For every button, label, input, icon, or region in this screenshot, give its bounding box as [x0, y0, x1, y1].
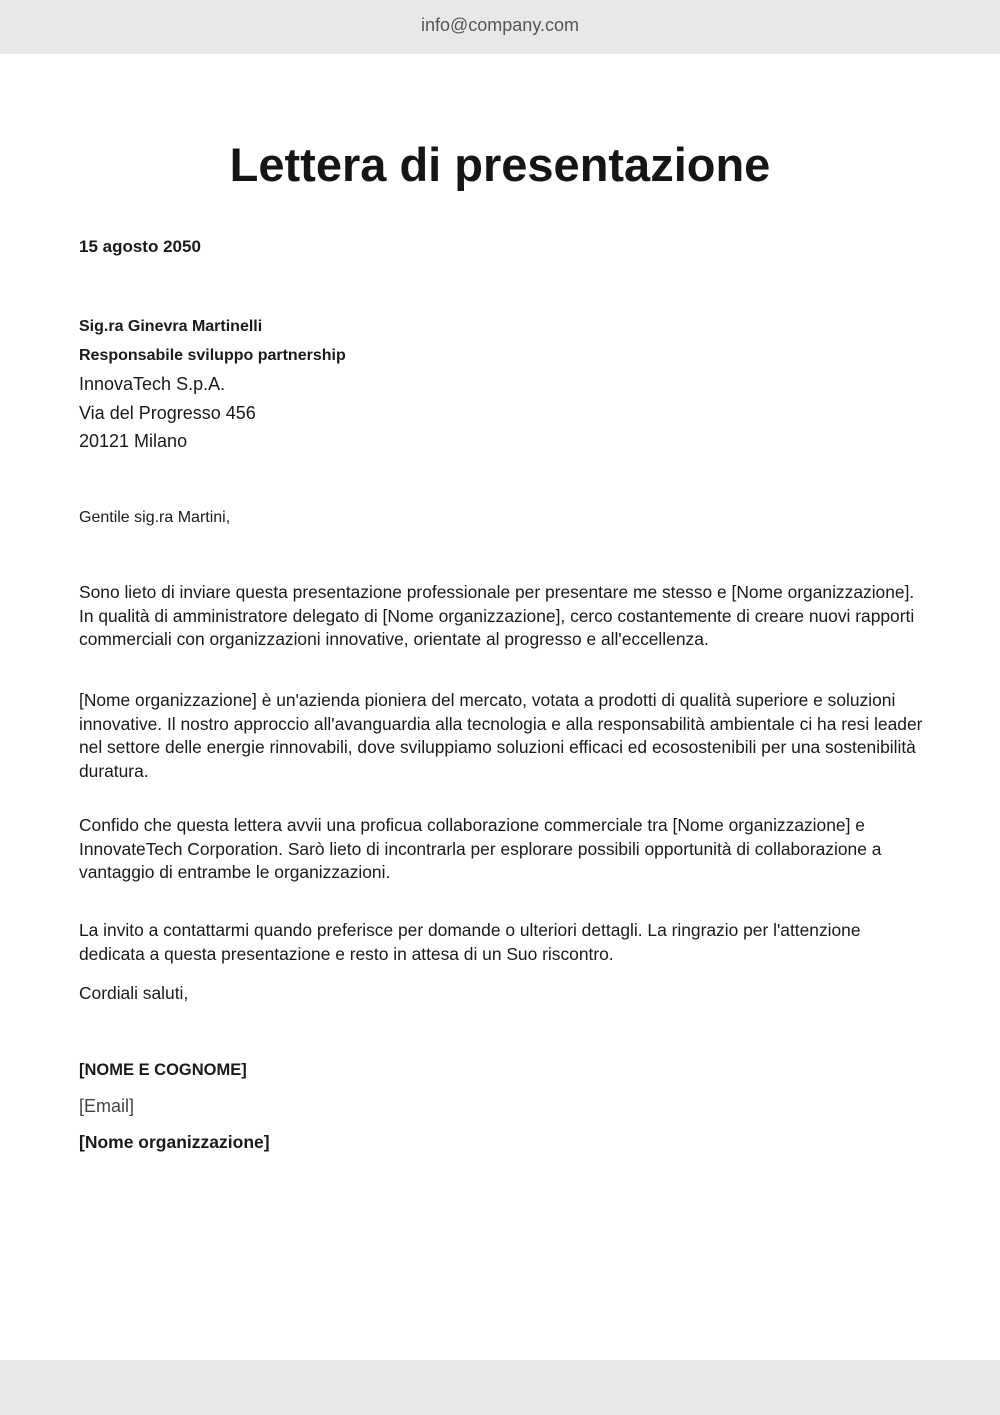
recipient-address: [79, 315, 346, 458]
body-paragraph: [Nome organizzazione] è un'azienda pioniera del mercato, votata a prodotti di qualità superiore e soluzioni innovative. Il nostro approccio all'avanguardia alla tecnologia e alla responsabilità ambientale ci ha resi leader nel settore delle energie rinnovabili, dove sviluppiamo soluzioni efficaci ed ecosostenibili per una sostenibilità duratura.: [79, 690, 923, 781]
letter-closing: Cordiali saluti,: [79, 983, 189, 1003]
body-paragraph: Sono lieto di inviare questa presentazione professionale per presentare me stesso e [Nome organizzazione]. In qualità di amministratore delegato di [Nome organizzazione], cerco costantemente di creare nuovi rapporti commerciali con organizzazioni innovative, orientate al progresso e all'eccellenza.: [79, 582, 915, 650]
letter-greeting: Gentile sig.ra Martini,: [79, 509, 231, 526]
body-paragraph: Confido che questa lettera avvii una proficua collaborazione commerciale tra [Nome organizzazione] e InnovateTech Corporation. Sarò lieto di incontrarla per esplorare possibili opportunità di collaborazione a vantaggio di entrambe le organizzazioni.: [79, 815, 882, 883]
recipient-street: Via del Progresso 456: [79, 402, 256, 423]
footer-bar: [0, 1360, 1000, 1415]
letter-date: 15 agosto 2050: [79, 237, 201, 256]
recipient-city: 20121 Milano: [79, 431, 188, 451]
signature-email: [Email]: [79, 1096, 135, 1116]
header-email: info@company.com: [420, 14, 579, 35]
page-title: Lettera di presentazione: [229, 138, 771, 191]
signature-organization: [Nome organizzazione]: [79, 1132, 270, 1152]
body-paragraph: La invito a contattarmi quando preferisce per domande o ulteriori dettagli. La ringrazio per l'attenzione dedicata a questa presentazione e resto in attesa di un Suo riscontro.: [79, 920, 861, 964]
signature-name: [NOME E COGNOME]: [79, 1061, 247, 1079]
header-bar: [0, 0, 1000, 54]
recipient-company: InnovaTech S.p.A.: [79, 374, 226, 394]
recipient-name: Sig.ra Ginevra Martinelli: [79, 318, 263, 335]
recipient-role: Responsabile sviluppo partnership: [79, 346, 346, 364]
